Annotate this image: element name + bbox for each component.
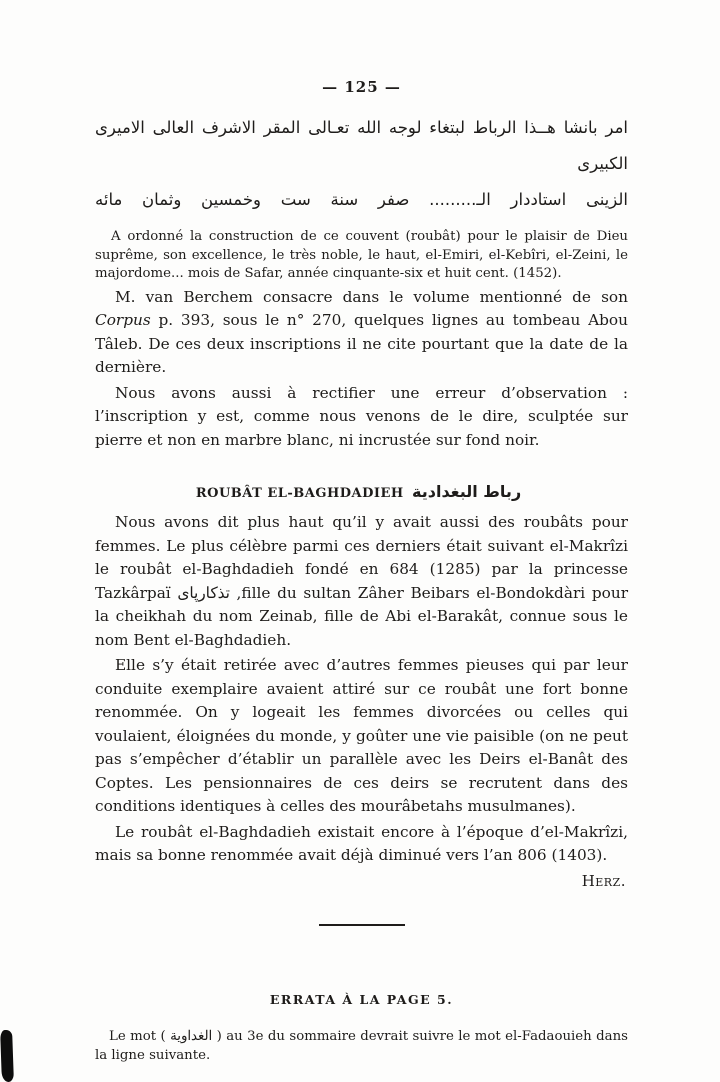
section-heading-latin: ROUBÂT EL-BAGHDADIEH — [195, 486, 404, 501]
paragraph-decline: Le roubât el-Baghdadieh existait encore à l’époque d’el-Makrîzi, mais sa bonne renommée avait déjà diminué vers l’an 806 (1403). — [95, 822, 628, 864]
ink-smudge-artifact — [0, 1030, 14, 1082]
paragraph-founding: Nous avons dit plus haut qu’il y avait aussi des roubâts pour femmes. Le plus célèbre parmi ces derniers était suivant el-Makrîzi le roubât el-Baghdadieh fondé en 684 (1285) par la princesse Tazkârpaï تذكارپاى ,fille du sultan Zâher Beibars el-Bondokdàri pour la cheikhah du nom Zeinab, fille de Abi el-Barakât, connue sous le nom Bent el-Baghdadieh. — [95, 513, 629, 649]
section-heading — [95, 474, 628, 503]
paragraph-life: Elle s’y était retirée avec d’autres femmes pieuses qui par leur conduite exemplaire avaient attiré sur ce roubât une fort bonne renommée. On y logeait les femmes divorcées ou celles qui voulaient, éloignées du monde, y goûter une vie paisible (on ne peut pas s’empêcher d’établir un parallèle avec les Deirs el-Banât des Coptes. Les pensionnaires de ces deirs se recrutent dans des conditions identiques à celles des mourâbetahs musulmanes). — [95, 656, 628, 815]
book-title-corpus: Corpus — [95, 311, 151, 329]
inscription-translation: A ordonné la construction de ce couvent (roubât) pour le plaisir de Dieu suprême, son excellence, le très noble, le haut, el-Emiri, el-Kebîri, el-Zeini, le majordome... mois de Safar, année cinquante-six et huit cent. (1452). — [95, 229, 628, 281]
text-run: p. 393, sous le n° 270, quelques lignes au tombeau Abou Tâleb. De ces deux inscriptions il ne cite pourtant que la date de la dernière. — [95, 311, 628, 376]
paragraph-rectification: Nous avons aussi à rectifier une erreur d’observation : l’inscription y est, comme nous venons de le dire, sculptée sur pierre et non en marbre blanc, ni incrustée sur fond noir. — [95, 383, 628, 449]
errata-heading: ERRATA À LA PAGE 5. — [269, 991, 454, 1007]
page-number: — 125 — — [322, 78, 401, 96]
errata-text: Le mot ( الغداوية ) au 3e du sommaire devrait suivre le mot el-Fadaouieh dans la ligne suivante. — [95, 1028, 628, 1063]
author-signature: Herz. — [581, 871, 626, 890]
section-divider — [319, 924, 405, 926]
arabic-inscription — [95, 110, 628, 218]
page-content — [95, 0, 628, 1065]
section-heading-arabic: رباط البغدادية — [412, 482, 522, 501]
arabic-inscription-line1: امر بانشا هــذا الرباط لبتغاء لوجه الله تعـالى المقر الاشرف العالى الاميرى الكبيرى — [95, 118, 628, 173]
arabic-inscription-line2: الزينى استاددار الـ......... صفر سنة ست وخمسين وثمان مائه — [95, 190, 628, 209]
text-run: M. van Berchem consacre dans le volume mentionné de son — [115, 287, 628, 306]
paragraph-van-berchem — [95, 286, 628, 380]
